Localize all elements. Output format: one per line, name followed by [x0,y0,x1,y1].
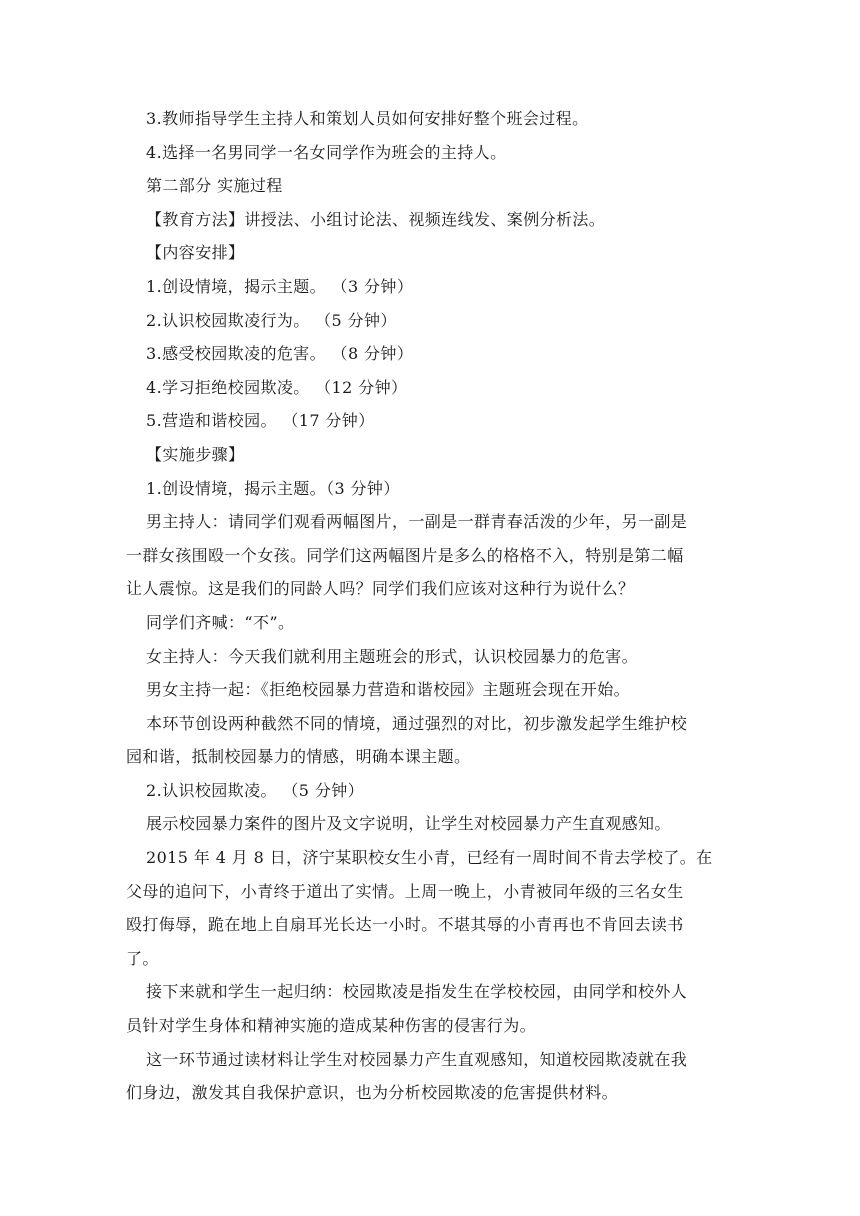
text-line: 园和谐，抵制校园暴力的情感，明确本课主题。 [126,747,471,767]
text-line: 男主持人：请同学们观看两幅图片，一副是一群青春活泼的少年，另一副是 [146,512,688,532]
text-line: 们身边，激发其自我保护意识，也为分析校园欺凌的危害提供材料。 [126,1083,619,1103]
text-line: 本环节创设两种截然不同的情境，通过强烈的对比，初步激发起学生维护校 [146,713,688,733]
list-item: 4.学习拒绝校园欺凌。 （12 分钟） [146,377,408,397]
subsection-heading: 【内容安排】 [146,243,245,263]
text-line: 父母的追问下，小青终于道出了实情。上周一晚上，小青被同年级的三名女生 [126,881,684,901]
text-line: 2015 年 4 月 8 日，济宁某职校女生小青，已经有一周时间不肯去学校了。在 [146,848,713,868]
text-line: 一群女孩围殴一个女孩。同学们这两幅图片是多么的格格不入，特别是第二幅 [126,545,684,565]
text-line: 接下来就和学生一起归纳：校园欺凌是指发生在学校校园，由同学和校外人 [146,982,688,1002]
text-line: 展示校园暴力案件的图片及文字说明，让学生对校园暴力产生直观感知。 [146,814,671,834]
text-line: 让人震惊。这是我们的同龄人吗？同学们我们应该对这种行为说什么？ [126,579,635,599]
section-heading: 第二部分 实施过程 [146,176,283,196]
text-line: 这一环节通过读材料让学生对校园暴力产生直观感知，知道校园欺凌就在我 [146,1049,688,1069]
text-line: 3.教师指导学生主持人和策划人员如何安排好整个班会过程。 [146,109,589,128]
subsection-heading: 【实施步骤】 [146,444,245,464]
list-item: 5.营造和谐校园。 （17 分钟） [146,411,375,431]
text-line: 男女主持一起：《拒绝校园暴力营造和谐校园》主题班会现在开始。 [146,680,631,700]
text-line: 4.选择一名男同学一名女同学作为班会的主持人。 [146,142,507,162]
text-line: 【教育方法】讲授法、小组讨论法、视频连线发、案例分析法。 [146,209,606,229]
step-heading: 1.创设情境，揭示主题。（3 分钟） [146,478,400,498]
text-line: 殴打侮辱，跪在地上自扇耳光长达一小时。不堪其辱的小青再也不肯回去读书 [126,915,684,935]
text-line: 同学们齐喊：“不”。 [146,612,295,632]
list-item: 3.感受校园欺凌的危害。 （8 分钟） [146,344,414,364]
text-line: 员针对学生身体和精神实施的造成某种伤害的侵害行为。 [126,1016,537,1036]
list-item: 2.认识校园欺凌行为。 （5 分钟） [146,310,397,330]
text-line: 了。 [126,948,159,968]
text-line: 女主持人：今天我们就利用主题班会的形式，认识校园暴力的危害。 [146,646,639,666]
list-item: 1.创设情境，揭示主题。 （3 分钟） [146,276,414,296]
step-heading: 2.认识校园欺凌。 （5 分钟） [146,780,365,800]
document-body [126,102,720,1110]
